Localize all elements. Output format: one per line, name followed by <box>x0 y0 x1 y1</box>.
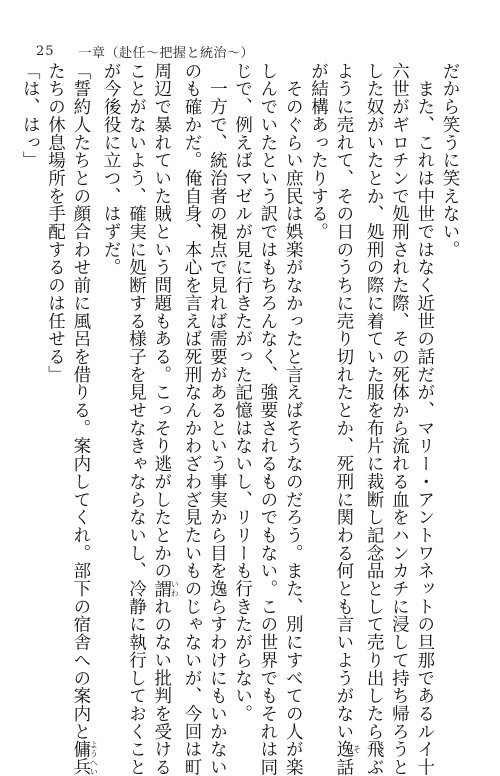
dialogue-line: 「は、はっ」 <box>20 62 41 170</box>
text-line: 一方で、統治者の視点で見れば需要があるという事実から目を逸らすわけにもいかない <box>207 62 228 776</box>
text-line: そのぐらい庶民は娯楽がなかったと言えばそうなのだろう。また、別にすべての人が楽 <box>283 62 304 776</box>
text-line: が結構あったりする。 <box>308 62 329 241</box>
text-line: 周辺で暴れていた賊という問題もある。こっそり逃がしたとかの謂いわれのない批判を受ける <box>151 62 180 776</box>
text-line: ことがないよう、確実に処断する様子を見せなきゃならないし、冷静に執行しておくこと <box>126 62 147 776</box>
dialogue-line: たちの休息場所を手配するのは任せる」 <box>45 62 66 384</box>
text-line: しんでいたという訳ではもちろんなく、強要されるものでもない。この世界でもそれは同 <box>257 62 278 776</box>
ruby-annotation: 傭兵ようへい <box>70 740 99 776</box>
text-line: ように売れて、その日のうちに売り切れたとか、死刑に関わる何とも言いようがない逸そ話 <box>333 62 362 776</box>
dialogue-line: 「誓約人たちとの顔合わせ前に風呂を借りる。案内してくれ。部下の宿舎への案内と傭兵ようへい <box>70 62 99 776</box>
text-line: が今後役に立つ、はずだ。 <box>101 62 122 277</box>
chapter-title: 一章（赴任〜把握と統治〜） <box>78 46 255 61</box>
page-number: 25 <box>36 44 55 59</box>
text-line: 六世がギロチンで処刑された際、その死体から流れる血をハンカチに浸して持ち帰ろうと <box>389 62 410 776</box>
text-line: した奴がいたとか、処刑の際に着ていた服を布片に裁断し記念品として売り出したら飛ぶ <box>364 62 385 776</box>
text-line: じで、例えばマゼルが見に行きたがった記憶はないし、リリーも行きたがらない。 <box>232 62 253 723</box>
text-line: また、これは中世ではなく近世の話だが、マリー・アントワネットの旦那であるルイ十 <box>414 62 435 776</box>
ruby-annotation: 謂いわ <box>151 579 180 598</box>
vertical-body-text <box>20 62 462 776</box>
text-line: だから笑うに笑えない。 <box>440 62 460 259</box>
ruby-annotation: 逸そ <box>333 740 362 759</box>
text-line: のも確かだ。俺自身、本心を言えば死刑なんかわざわざ見たいものじゃないが、今回は町 <box>182 62 203 776</box>
running-header <box>36 42 254 61</box>
